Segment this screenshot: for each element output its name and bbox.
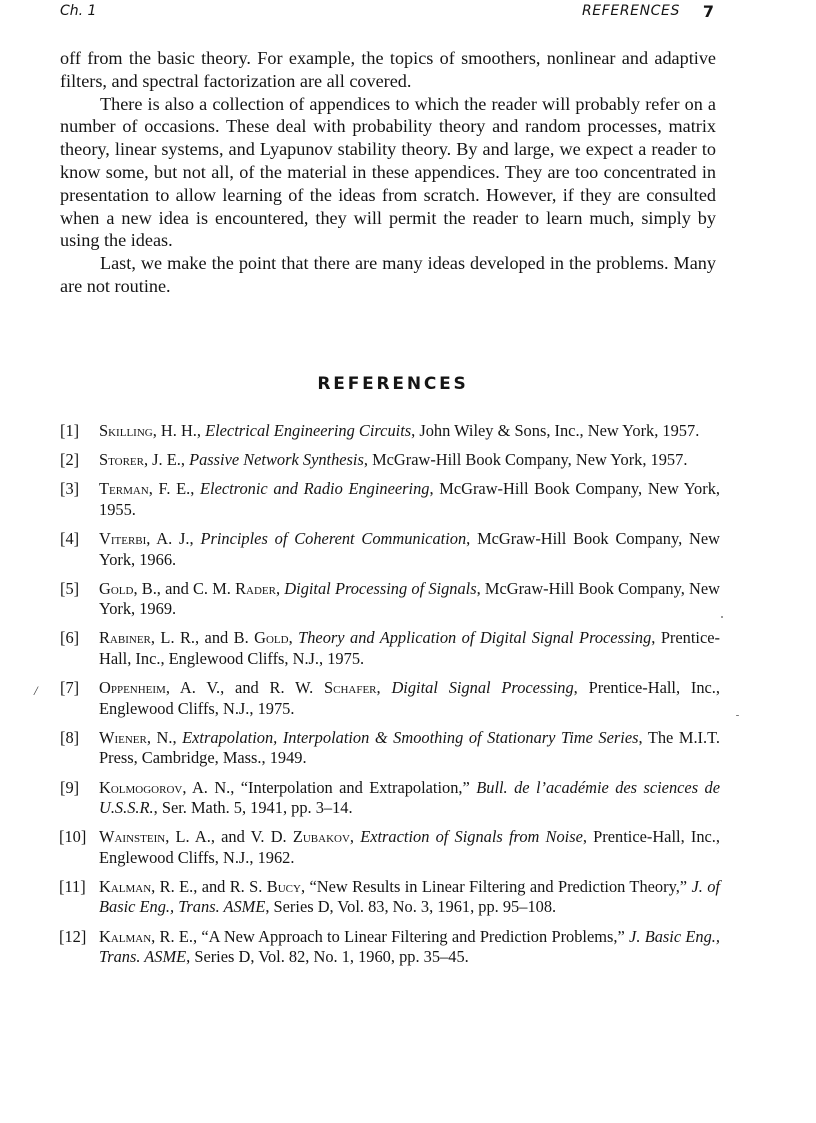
- reference-number: [4]: [60, 529, 80, 549]
- author-name: Terman: [99, 479, 149, 499]
- author-name: Zubakov: [292, 827, 350, 847]
- author-name: Viterbi: [99, 529, 147, 549]
- reference-list: [60, 421, 720, 976]
- author-name: Skilling: [99, 421, 153, 440]
- chapter-label: Ch. 1: [60, 3, 97, 19]
- publication-info: , McGraw-Hill Book Company, New York, 1969.: [99, 578, 720, 619]
- author-rest: , F. E.,: [148, 479, 201, 499]
- author-rest: , “New Results in Linear Filtering and Prediction Theory,”: [300, 876, 692, 896]
- reference-item: [60, 421, 720, 442]
- reference-number: [6]: [60, 628, 80, 648]
- author-name: Rader: [235, 578, 276, 598]
- reference-item: [60, 728, 720, 769]
- paragraph: There is also a collection of appendices to which the reader will probably refer on a number of occasions. These deal with probability theory and random processes, matrix theory, linear systems, and Lyapunov stability theory. By and large, we expect a reader to know some, but not all, of the material in these appendices. They are too concentrated in presentation to allow learning of the ideas from scratch. However, if they are consulted when a new idea is encountered, they will permit the reader to learn much, simply by using the ideas.: [60, 93, 716, 251]
- reference-number: [2]: [60, 450, 80, 470]
- reference-item: [60, 479, 720, 520]
- author-name: Kolmogorov: [99, 777, 183, 797]
- publication-info: , McGraw-Hill Book Company, New York, 1955.: [99, 479, 721, 519]
- publication-info: , Prentice-Hall, Inc., Englewood Cliffs, N.J., 1975.: [99, 678, 720, 718]
- reference-title: Extrapolation, Interpolation & Smoothing of Stationary Time Series: [182, 727, 639, 747]
- author-name: Kalman: [99, 876, 152, 896]
- publication-info: , The M.I.T. Press, Cambridge, Mass., 1949.: [99, 727, 720, 768]
- author-rest: ,: [288, 628, 299, 648]
- author-name: Bucy: [266, 876, 301, 896]
- publication-info: , McGraw-Hill Book Company, New York, 1966.: [99, 529, 720, 569]
- reference-title: J. of Basic Eng., Trans. ASME: [99, 876, 720, 917]
- reference-item: [60, 450, 720, 471]
- reference-number: [12]: [59, 926, 87, 946]
- author-rest: , R. E., and R. S.: [151, 876, 267, 896]
- publication-info: , Prentice-Hall, Inc., Englewood Cliffs, N.J., 1962.: [99, 827, 720, 867]
- author-rest: , L. R., and B.: [150, 628, 255, 648]
- reference-title: Digital Processing of Signals: [284, 578, 477, 598]
- publication-info: , Series D, Vol. 82, No. 1, 1960, pp. 35–45.: [186, 947, 469, 967]
- author-rest: , A. J.,: [146, 529, 201, 549]
- reference-title: Bull. de l’académie des sciences de U.S.S.R.: [99, 777, 720, 817]
- scan-speck: [721, 616, 723, 618]
- reference-item: [60, 827, 720, 868]
- author-rest: , N.,: [146, 727, 183, 747]
- author-name: Schafer: [324, 678, 377, 698]
- publication-info: , Ser. Math. 5, 1941, pp. 3–14.: [153, 798, 353, 817]
- reference-title: Extraction of Signals from Noise: [360, 827, 583, 847]
- paragraph: off from the basic theory. For example, the topics of smoothers, nonlinear and adaptive filters, and spectral factorization are all covered.: [60, 48, 716, 91]
- author-rest: , L. A., and V. D.: [165, 827, 293, 847]
- author-name: Rabiner: [99, 628, 151, 648]
- author-name: Storer: [99, 450, 144, 470]
- page-number: 7: [702, 2, 714, 21]
- publication-info: , Series D, Vol. 83, No. 3, 1961, pp. 95–108.: [265, 897, 557, 917]
- reference-item: [60, 678, 720, 719]
- author-rest: , A. N., “Interpolation and Extrapolation,”: [182, 777, 477, 797]
- reference-title: Principles of Coherent Communication: [200, 529, 467, 549]
- reference-title: Electronic and Radio Engineering: [200, 479, 430, 499]
- reference-number: [5]: [60, 578, 80, 598]
- reference-number: [8]: [60, 727, 80, 747]
- reference-number: [3]: [60, 479, 80, 499]
- reference-number: [10]: [59, 827, 87, 847]
- references-heading: REFERENCES: [317, 374, 469, 394]
- publication-info: , John Wiley & Sons, Inc., New York, 1957.: [411, 421, 700, 440]
- paragraph: Last, we make the point that there are many ideas developed in the problems. Many are not routine.: [60, 253, 716, 296]
- reference-title: Passive Network Synthesis: [189, 450, 364, 470]
- author-rest: , J. E.,: [143, 450, 190, 470]
- reference-item: [60, 628, 720, 669]
- author-name: Kalman: [99, 926, 152, 946]
- author-name: Wiener: [99, 727, 147, 747]
- reference-item: [60, 579, 720, 620]
- reference-number: [11]: [59, 876, 86, 896]
- running-title: REFERENCES: [581, 3, 680, 19]
- reference-title: Electrical Engineering Circuits: [205, 421, 412, 440]
- reference-number: [9]: [60, 777, 80, 797]
- reference-title: J. Basic Eng., Trans. ASME: [99, 926, 720, 967]
- author-rest: , H. H.,: [152, 421, 206, 440]
- author-name: Gold: [99, 578, 134, 598]
- author-rest: , R. E., “A New Approach to Linear Filtering and Prediction Problems,”: [151, 926, 630, 946]
- reference-title: Theory and Application of Digital Signal Processing: [298, 628, 652, 648]
- reference-item: [60, 529, 720, 570]
- reference-number: [7]: [60, 678, 80, 698]
- reference-title: Digital Signal Processing: [391, 678, 574, 698]
- running-header: [60, 3, 714, 23]
- author-rest: ,: [349, 827, 361, 847]
- author-rest: , A. V., and R. W.: [165, 678, 324, 698]
- author-name: Oppenheim: [99, 678, 166, 698]
- reference-number: [1]: [60, 421, 80, 440]
- author-name: Wainstein: [99, 827, 166, 847]
- body-text: [60, 47, 716, 298]
- author-rest: ,: [376, 678, 392, 698]
- reference-item: [60, 778, 720, 819]
- author-rest: , B., and C. M.: [133, 578, 236, 598]
- author-name: Gold: [254, 628, 289, 648]
- scan-speck: [736, 715, 739, 716]
- publication-info: , McGraw-Hill Book Company, New York, 1957.: [363, 450, 688, 470]
- reference-item: [60, 877, 720, 918]
- author-rest: ,: [275, 578, 285, 598]
- margin-pen-mark: /: [34, 683, 38, 698]
- publication-info: , Prentice-Hall, Inc., Englewood Cliffs, N.J., 1975.: [99, 628, 720, 668]
- reference-item: [60, 927, 720, 968]
